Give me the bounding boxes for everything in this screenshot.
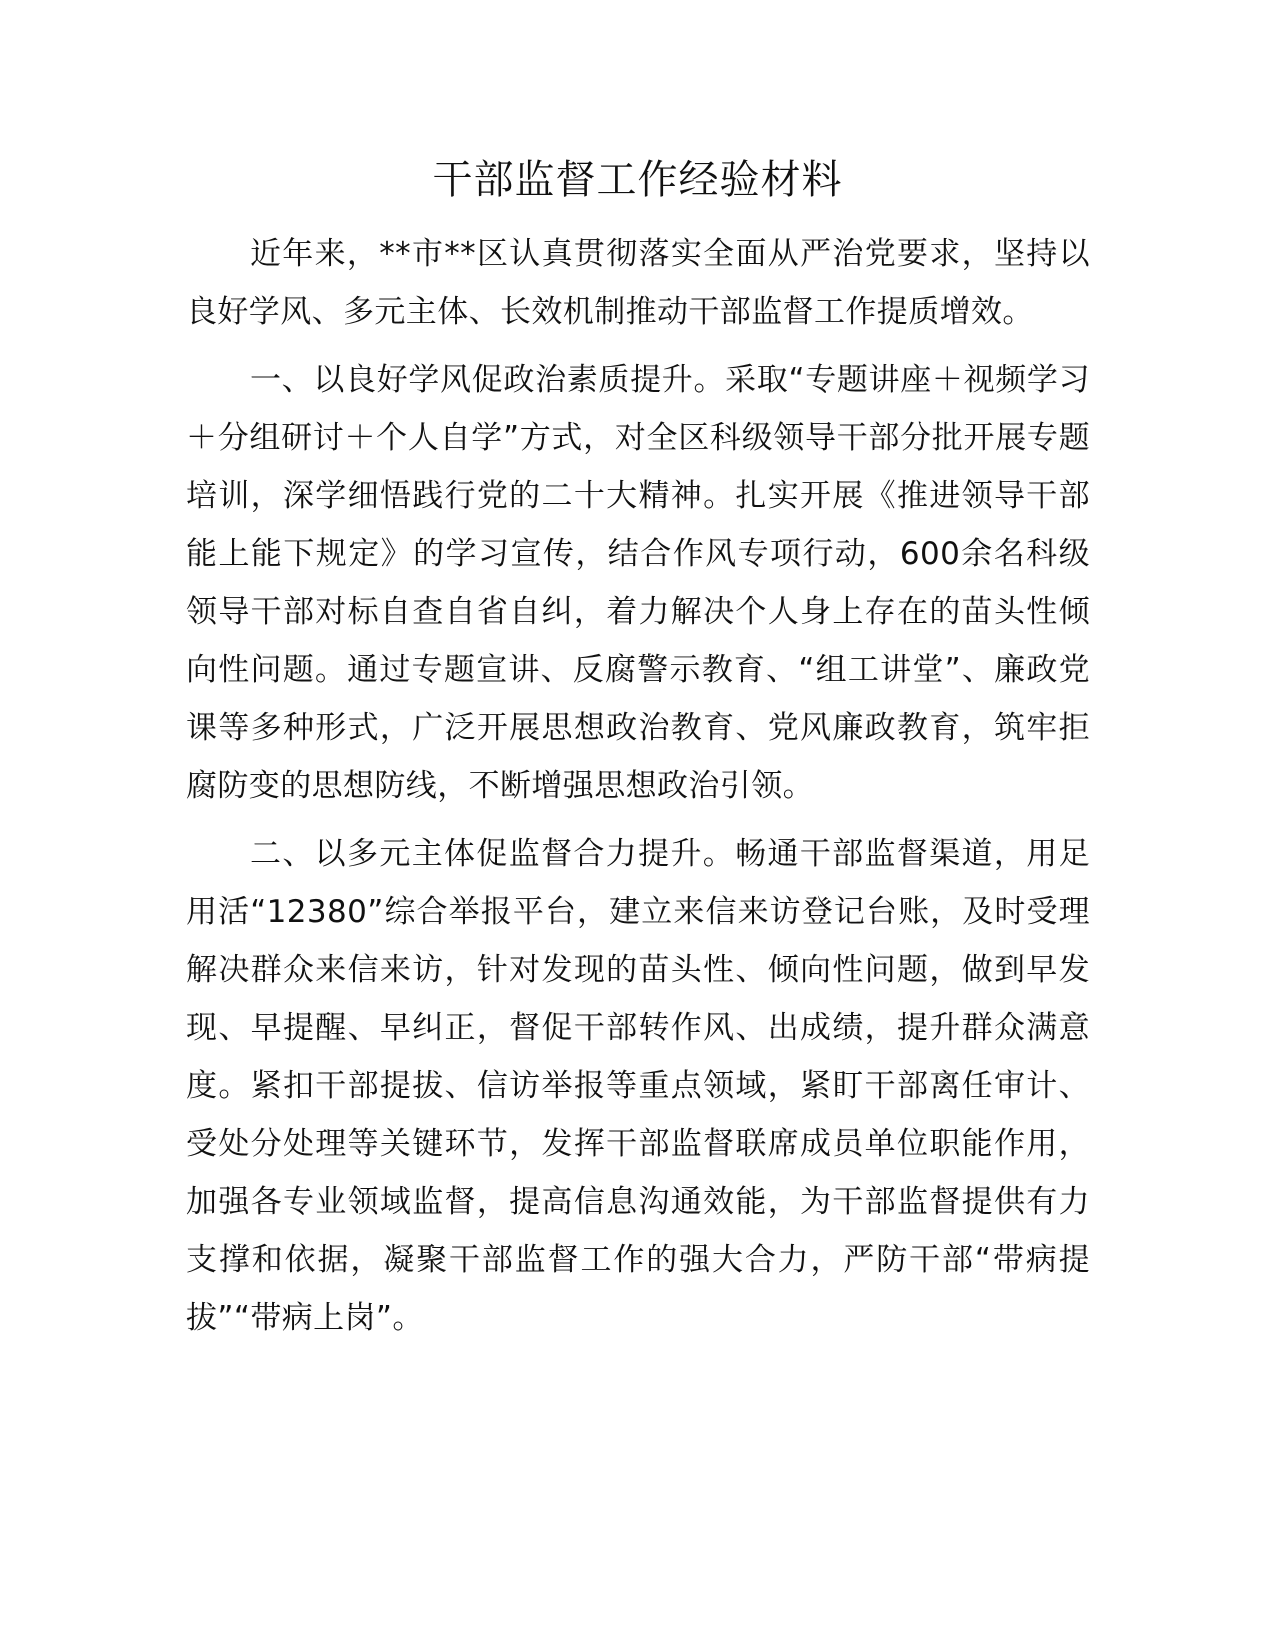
- document-body: [186, 225, 1090, 1355]
- paragraph-section-two: 二、以多元主体促监督合力提升。畅通干部监督渠道，用足用活“12380”综合举报平台，建立来信来访登记台账，及时受理解决群众来信来访，针对发现的苗头性、倾向性问题，做到早发现、早提醒、早纠正，督促干部转作风、出成绩，提升群众满意度。紧扣干部提拔、信访举报等重点领域，紧盯干部离任审计、受处分处理等关键环节，发挥干部监督联席成员单位职能作用，加强各专业领域监督，提高信息沟通效能，为干部监督提供有力支撑和依据，凝聚干部监督工作的强大合力，严防干部“带病提拔”“带病上岗”。: [186, 836, 1090, 1336]
- paragraph-section-one: 一、以良好学风促政治素质提升。采取“专题讲座＋视频学习＋分组研讨＋个人自学”方式，对全区科级领导干部分批开展专题培训，深学细悟践行党的二十大精神。扎实开展《推进领导干部能上能下规定》的学习宣传，结合作风专项行动，600余名科级领导干部对标自查自省自纠，着力解决个人身上存在的苗头性倾向性问题。通过专题宣讲、反腐警示教育、“组工讲堂”、廉政党课等多种形式，广泛开展思想政治教育、党风廉政教育，筑牢拒腐防变的思想防线，不断增强思想政治引领。: [186, 362, 1090, 804]
- document-title: 干部监督工作经验材料: [432, 157, 843, 203]
- paragraph-intro: 近年来，**市**区认真贯彻落实全面从严治党要求，坚持以良好学风、多元主体、长效机制推动干部监督工作提质增效。: [186, 236, 1090, 330]
